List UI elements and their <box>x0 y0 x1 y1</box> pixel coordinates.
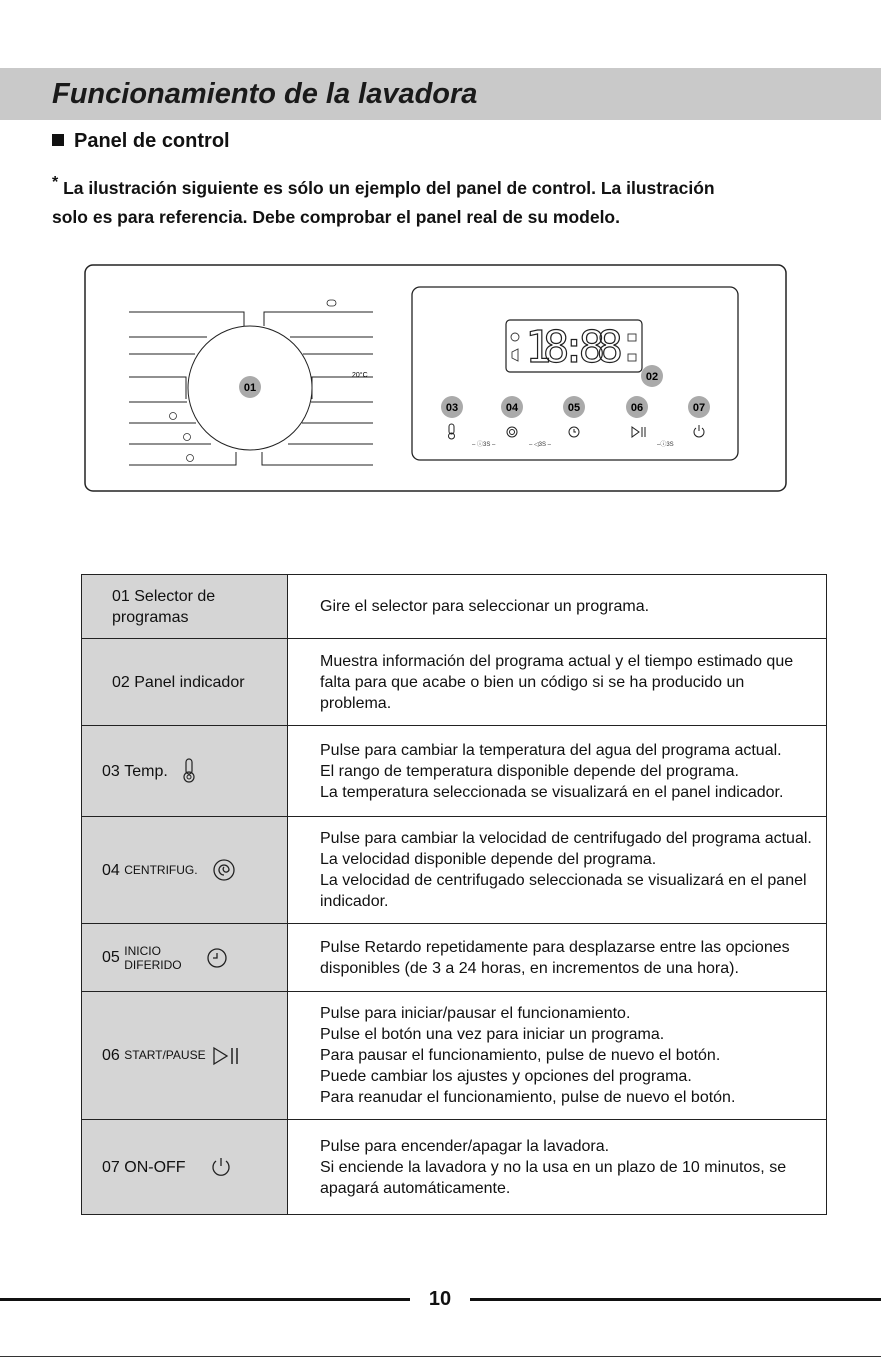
callout-06 <box>626 396 648 418</box>
row-label: 05 INICIO DIFERIDO <box>82 924 288 992</box>
svg-text:05: 05 <box>567 402 581 414</box>
power-icon <box>210 1156 232 1178</box>
display-panel <box>412 287 738 460</box>
row-label: 04 CENTRIFUG. <box>82 817 288 924</box>
svg-text:03: 03 <box>445 402 459 414</box>
bullet-square-icon <box>52 134 64 146</box>
program-indicator-icon <box>327 300 336 306</box>
row-description: Gire el selector para seleccionar un programa. <box>288 575 827 639</box>
svg-text:04: 04 <box>505 402 519 414</box>
callout-07 <box>688 396 710 418</box>
callout-05 <box>563 396 585 418</box>
row-description: Pulse para cambiar la temperatura del agua del programa actual. El rango de temperatura disponible depende del programa. La temperatura seleccionada se visualizará en el panel indicador. <box>288 726 827 817</box>
lcd-digits: 18:88 <box>525 322 623 373</box>
hold-3s-label-3: –ⓘ3S <box>657 442 674 448</box>
row-description: Pulse para iniciar/pausar el funcionamiento. Pulse el botón una vez para iniciar un programa. Para pausar el funcionamiento, pulse de nuevo el botón. Puede cambiar los ajustes y opciones del programa. Para reanudar el funcionamiento, pulse de nuevo el botón. <box>288 992 827 1120</box>
play-pause-button[interactable] <box>632 427 645 437</box>
note-line-2: solo es para referencia. Debe comprobar el panel real de su modelo. <box>52 206 620 227</box>
program-small-icons <box>170 413 194 462</box>
page-number: 10 <box>428 1288 452 1310</box>
power-button[interactable] <box>694 425 704 437</box>
note-asterisk: * <box>52 174 59 191</box>
play-pause-icon <box>212 1046 242 1066</box>
footer-rule-right <box>470 1298 881 1301</box>
table-row <box>82 639 827 726</box>
temp-20c-label: 20°C <box>352 372 368 379</box>
callout-01 <box>239 376 261 398</box>
row-label: 01 Selector de programas <box>82 575 288 639</box>
svg-text:01: 01 <box>243 382 257 394</box>
svg-text:06: 06 <box>630 402 644 414</box>
thermometer-button[interactable] <box>449 424 455 439</box>
callout-04 <box>501 396 523 418</box>
table-row <box>82 992 827 1120</box>
control-panel-diagram <box>84 264 788 494</box>
callout-02 <box>641 365 663 387</box>
table-row <box>82 817 827 924</box>
hold-3s-label-1: – ⓘ3S – <box>472 442 496 448</box>
row-description: Pulse Retardo repetidamente para desplazarse entre las opciones disponibles (de 3 a 24 horas, en incrementos de una hora). <box>288 924 827 992</box>
row-label: 02 Panel indicador <box>82 639 288 726</box>
table-row <box>82 575 827 639</box>
note-line-1: La ilustración siguiente es sólo un ejemplo del panel de control. La ilustración <box>63 177 715 198</box>
footer-rule-left <box>0 1298 410 1301</box>
svg-text:02: 02 <box>645 371 659 383</box>
row-label: 03 Temp. <box>82 726 288 817</box>
row-description: Muestra información del programa actual y el tiempo estimado que falta para que acabe o bien un código si se ha producido un problema. <box>288 639 827 726</box>
row-label: 06 START/PAUSE <box>82 992 288 1120</box>
row-description: Pulse para encender/apagar la lavadora. Si enciende la lavadora y no la usa en un plazo de 10 minutos, se apagará automáticamente. <box>288 1120 827 1215</box>
table-row <box>82 726 827 817</box>
page-title: Funcionamiento de la lavadora <box>52 78 478 110</box>
clock-icon <box>206 947 228 969</box>
section-heading <box>52 130 230 153</box>
bottom-edge-rule <box>0 1356 881 1357</box>
section-title: Panel de control <box>74 130 230 152</box>
spin-icon <box>212 858 236 882</box>
controls-table <box>81 574 827 1215</box>
table-row <box>82 1120 827 1215</box>
svg-text:07: 07 <box>692 402 706 414</box>
callout-03 <box>441 396 463 418</box>
delay-clock-button[interactable] <box>569 427 579 437</box>
table-row <box>82 924 827 992</box>
row-description: Pulse para cambiar la velocidad de centrifugado del programa actual. La velocidad disponible depende del programa. La velocidad de centrifugado seleccionada se visualizará en el panel indicador. <box>288 817 827 924</box>
row-label: 07 ON-OFF <box>82 1120 288 1215</box>
spin-button[interactable] <box>507 427 517 437</box>
thermometer-icon <box>182 758 196 784</box>
reference-note <box>52 168 832 232</box>
hold-3s-label-2: – ◁3S – <box>529 442 551 448</box>
